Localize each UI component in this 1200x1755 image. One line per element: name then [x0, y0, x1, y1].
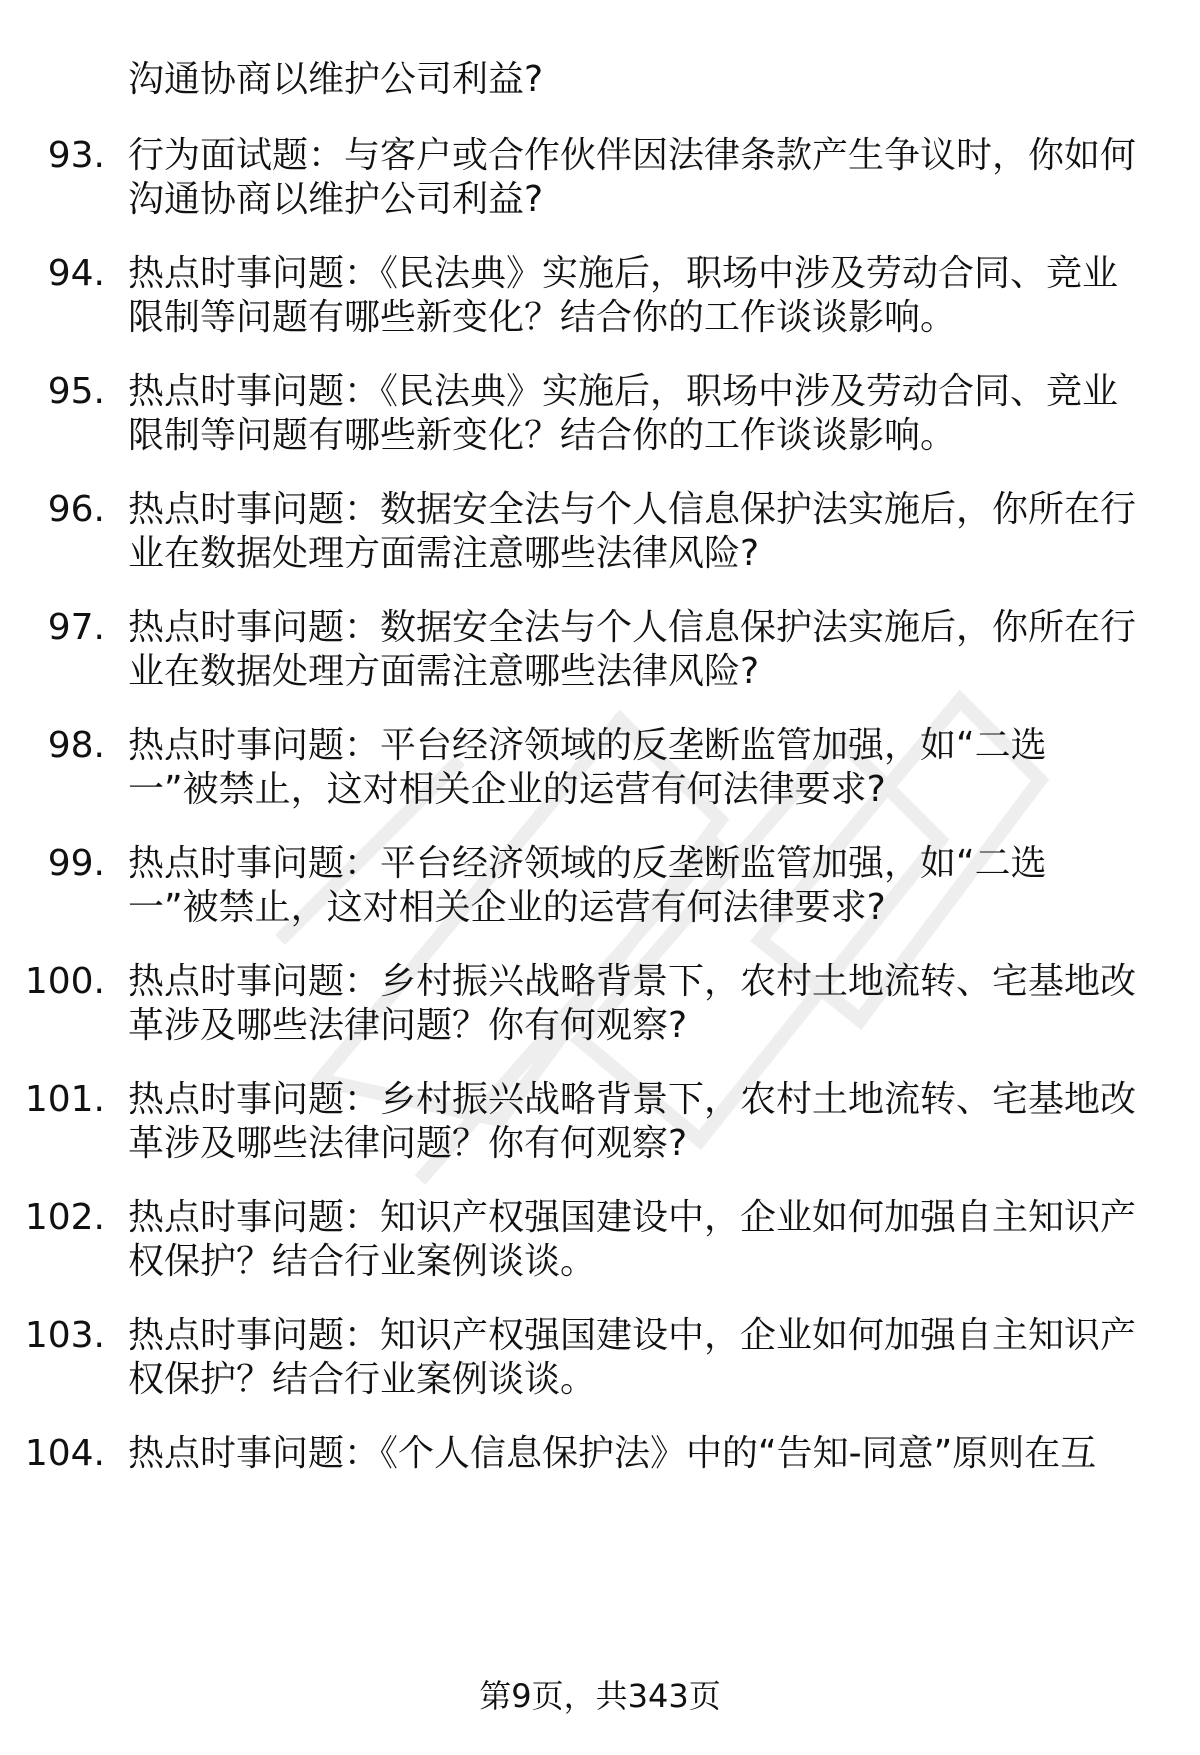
item-text-line: 限制等问题有哪些新变化？结合你的工作谈谈影响。	[128, 415, 957, 456]
item-number: 101.	[24, 1079, 105, 1120]
item-text-line: 行为面试题：与客户或合作伙伴因法律条款产生争议时，你如何	[128, 135, 1137, 176]
item-text-line: 热点时事问题：《民法典》实施后，职场中涉及劳动合同、竞业	[128, 371, 1119, 412]
item-text-line: 热点时事问题：《个人信息保护法》中的“告知-同意”原则在互	[128, 1433, 1097, 1474]
item-text-line: 业在数据处理方面需注意哪些法律风险?	[128, 533, 760, 574]
item-number: 97.	[47, 607, 105, 648]
item-text-line: 热点时事问题：数据安全法与个人信息保护法实施后，你所在行	[128, 489, 1137, 530]
item-number: 94.	[47, 253, 105, 294]
page-footer: 第9页，共343页	[479, 1677, 721, 1715]
item-number: 99.	[47, 843, 105, 884]
continuation-line: 沟通协商以维护公司利益?	[128, 59, 544, 100]
item-text-line: 热点时事问题：乡村振兴战略背景下，农村土地流转、宅基地改	[128, 1079, 1137, 1120]
item-number: 93.	[47, 135, 105, 176]
item-number: 96.	[47, 489, 105, 530]
item-number: 103.	[24, 1315, 105, 1356]
item-text-line: 革涉及哪些法律问题？你有何观察?	[128, 1005, 688, 1046]
item-number: 98.	[47, 725, 105, 766]
item-text-line: 限制等问题有哪些新变化？结合你的工作谈谈影响。	[128, 297, 957, 338]
item-text-line: 热点时事问题：乡村振兴战略背景下，农村土地流转、宅基地改	[128, 961, 1137, 1002]
item-text-line: 热点时事问题：平台经济领域的反垄断监管加强，如“二选	[128, 843, 1047, 884]
item-text-line: 权保护？结合行业案例谈谈。	[128, 1359, 597, 1400]
item-text-line: 热点时事问题：知识产权强国建设中，企业如何加强自主知识产	[128, 1315, 1137, 1356]
item-number: 95.	[47, 371, 105, 412]
item-number: 100.	[24, 961, 105, 1002]
item-text-line: 热点时事问题：数据安全法与个人信息保护法实施后，你所在行	[128, 607, 1137, 648]
item-text-line: 一”被禁止，这对相关企业的运营有何法律要求?	[128, 769, 886, 810]
item-text-line: 热点时事问题：《民法典》实施后，职场中涉及劳动合同、竞业	[128, 253, 1119, 294]
item-text-line: 权保护？结合行业案例谈谈。	[128, 1241, 597, 1282]
item-text-line: 革涉及哪些法律问题？你有何观察?	[128, 1123, 688, 1164]
item-number: 104.	[24, 1433, 105, 1474]
item-text-line: 热点时事问题：知识产权强国建设中，企业如何加强自主知识产	[128, 1197, 1137, 1238]
item-text-line: 业在数据处理方面需注意哪些法律风险?	[128, 651, 760, 692]
item-text-line: 热点时事问题：平台经济领域的反垄断监管加强，如“二选	[128, 725, 1047, 766]
item-text-line: 沟通协商以维护公司利益?	[128, 179, 544, 220]
item-number: 102.	[24, 1197, 105, 1238]
item-text-line: 一”被禁止，这对相关企业的运营有何法律要求?	[128, 887, 886, 928]
